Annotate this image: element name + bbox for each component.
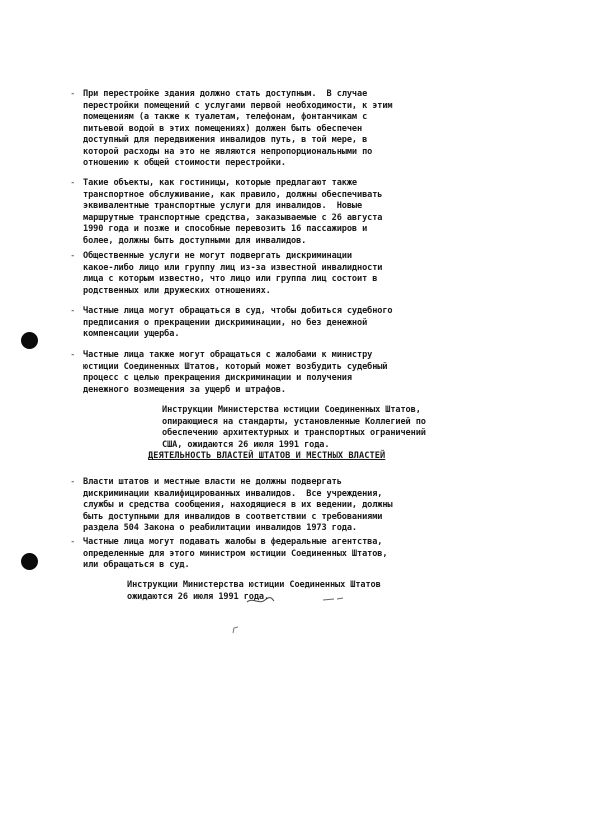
bullet-marker: - [70,477,76,487]
paragraph-court-injunction [70,306,510,341]
bullet-marker: - [70,350,76,360]
handwritten-underline-mark [245,594,275,606]
paragraph-hotel-transport [70,178,510,247]
instructions-note: Инструкции Министерства юстиции Соединенных Штатов, опирающиеся на стандарты, установленные Коллегией по обеспечению архитектурных и транспортных ограничений США, ожидаются 26 июля 1991 года. [162,405,426,450]
paragraph-public-services [70,251,510,297]
stray-pen-mark [231,625,241,635]
bullet-marker: - [70,306,76,316]
paragraph-text: При перестройке здания должно стать доступным. В случае перестройки помещений с услугами первой необходимости, к этим помещениям (а также к туалетам, телефонам, фонтанчикам с питьевой водой в этих помещениях) должен быть обеспечен доступный для передвижения инвалидов путь, в той мере, в которой расходы на это не являются непропорциональными по отношению к общей стоимости перестройки. [83,89,393,168]
handwritten-dash-mark [322,595,344,603]
paragraph-attorney-general-complaints [70,350,510,396]
paragraph-federal-agencies [70,537,510,572]
paragraph-state-local-authorities [70,477,510,535]
paragraph-text: Общественные услуги не могут подвергать дискриминации какое-либо лицо или группу лиц из-за известной инвалидности лица с которым известно, что лицо или группа лиц состоит в родственных или дружеских отношениях. [83,251,383,296]
paragraph-text: Частные лица могут обращаться в суд, чтобы добиться судебного предписания о прекращении дискриминации, но без денежной компенсации ущерба. [83,306,393,339]
punch-hole-upper [21,332,38,349]
bullet-marker: - [70,89,76,99]
paragraph-building-reconstruction [70,89,510,170]
punch-hole-lower [21,553,38,570]
paragraph-text: Власти штатов и местные власти не должны подвергать дискриминации квалифицированных инвалидов. Все учреждения, службы и средства сообщения, находящиеся в их ведении, должны быть доступными для инвалидов в соответствии с требованиями раздела 504 Закона о реабилитации инвалидов 1973 года. [83,477,393,533]
bullet-marker: - [70,251,76,261]
paragraph-text: Частные лица также могут обращаться с жалобами к министру юстиции Соединенных Штатов, который может возбудить судебный процесс с целью прекращения дискриминации и получения денежного возмещения за ущерб и штрафов. [83,350,388,395]
instructions-note: Инструкции Министерства юстиции Соединенных Штатов ожидаются 26 июля 1991 года. [127,580,381,602]
bullet-marker: - [70,178,76,188]
paragraph-text: Частные лица могут подавать жалобы в федеральные агентства, определенные для этого министром юстиции Соединенных Штатов, или обращаться в суд. [83,537,388,570]
bullet-marker: - [70,537,76,547]
paragraph-text: Такие объекты, как гостиницы, которые предлагают также транспортное обслуживание, как правило, должны обеспечивать эквивалентные транспортные услуги для инвалидов. Новые маршрутные транспортные средства, заказываемые с 26 августа 1990 года и позже и способные перевозить 16 пассажиров и более, должны быть доступными для инвалидов. [83,178,383,246]
section-heading: ДЕЯТЕЛЬНОСТЬ ВЛАСТЕЙ ШТАТОВ И МЕСТНЫХ ВЛАСТЕЙ [148,451,386,461]
